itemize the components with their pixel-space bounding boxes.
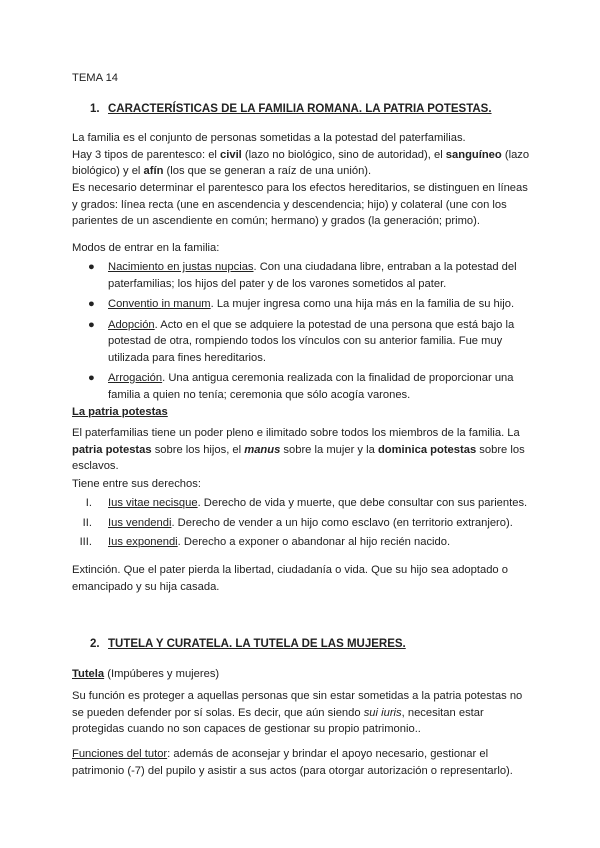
term-patria-potestas: patria potestas (72, 443, 152, 456)
bullet-icon: ● (88, 372, 95, 384)
term-afin: afín (143, 165, 164, 177)
bullet-icon: ● (88, 298, 95, 310)
term-civil: civil (220, 148, 242, 161)
modos-intro: Modos de entrar en la familia: (72, 242, 220, 254)
term-sui-iuris: sui iuris (363, 706, 402, 719)
list-item: ● Arrogación. Una antigua ceremonia realizada con la finalidad de proporcionar una familia a quien no tenía; ceremonia que sólo acogía varones. (88, 372, 514, 401)
tutela-paragraph: Su función es proteger a aquellas personas que sin estar sometidas a la patria potestas no se pueden defender por sí solas. Es decir, que aún siendo sui iuris, necesitan estar protegidas cuando no son capaces de gestionar su propio patrimonio.. (72, 690, 523, 735)
section-2-number: 2. (90, 638, 100, 650)
parentesco-paragraph: Es necesario determinar el parentesco para los efectos hereditarios, se distinguen en líneas y grados: línea recta (une en ascendencia y descendencia; hijo) y colateral (une con los parientes de un ascendiente en común; hermano) y grados (la generación; primo). (72, 182, 528, 227)
familia-paragraph (72, 130, 532, 180)
tutela-heading: Tutela (Impúberes y mujeres) (72, 668, 220, 680)
bullet-icon: ● (88, 318, 95, 331)
term-dominica-potestas: dominica potestas (377, 443, 477, 456)
extincion-paragraph: Extinción. Que el pater pierda la libertad, ciudadanía o vida. Que su hijo sea adoptado o emancipado y su hija casada. (72, 564, 508, 593)
term-sanguineo: sanguíneo (445, 148, 502, 161)
familia-definition: La familia es el conjunto de personas sometidas a la potestad del paterfamilias. (72, 132, 466, 144)
list-item: II. Ius vendendi. Derecho de vender a un hijo como esclavo (en territorio extranjero). (82, 516, 513, 529)
tema-label: TEMA 14 (72, 72, 119, 84)
funciones-paragraph: Funciones del tutor: además de aconsejar y brindar el apoyo necesario, gestionar el patrimonio (-7) del pupilo y asistir a sus actos (para otorgar autorización o representarlo). (72, 748, 513, 777)
list-item: III. Ius exponendi. Derecho a exponer o abandonar al hijo recién nacido. (79, 536, 451, 548)
section-2-heading (72, 636, 532, 653)
derechos-intro: Tiene entre sus derechos: (72, 478, 201, 490)
patria-potestas-paragraph: El paterfamilias tiene un poder pleno e ilimitado sobre todos los miembros de la familia. La patria potestas sobre los hijos, el manus sobre la mujer y la dominica potestas sobre los esclavos. (72, 427, 525, 472)
list-item: I. Ius vitae necisque. Derecho de vida y muerte, que debe consultar con sus parientes. (85, 497, 528, 509)
list-item: ● Adopción. Acto en el que se adquiere la potestad de una persona que está bajo la potestad de otra, rompiendo todos los vínculos con su anterior familia. Fue muy utilizada para fines hereditarios. (88, 318, 515, 364)
modos-list (72, 259, 532, 407)
section-1-title: CARACTERÍSTICAS DE LA FAMILIA ROMANA. LA PATRIA POTESTAS. (108, 103, 492, 115)
bullet-icon: ● (88, 261, 95, 273)
section-1-heading (72, 101, 532, 118)
parentesco-types: Hay 3 tipos de parentesco: el civil (lazo no biológico, sino de autoridad), el sanguíneo (lazo biológico) y el afín (los que se generan a raíz de una unión). (72, 148, 530, 177)
patria-potestas-heading: La patria potestas (72, 406, 168, 418)
term-manus: manus (244, 443, 281, 456)
derechos-list (72, 495, 532, 554)
list-item: ● Nacimiento en justas nupcias. Con una ciudadana libre, entraban a la potestad del paterfamilias; los hijos del pater y de los varones sometidos al pater. (88, 261, 517, 290)
section-2-title: TUTELA Y CURATELA. LA TUTELA DE LAS MUJERES. (108, 638, 406, 650)
list-item: ● Conventio in manum. La mujer ingresa como una hija más en la familia de su hijo. (72, 296, 532, 313)
section-1-number: 1. (90, 103, 100, 115)
